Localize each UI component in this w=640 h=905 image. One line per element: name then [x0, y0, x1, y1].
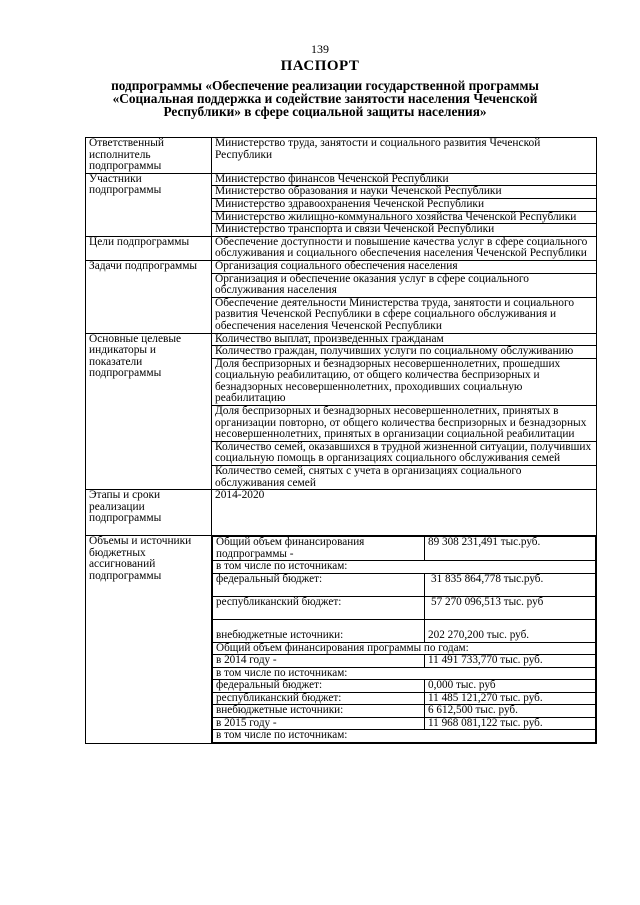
funding-row — [213, 642, 596, 655]
value-participant: Министерство здравоохранения Чеченской Республики — [212, 198, 597, 211]
funding-value: 57 270 096,513 тыс. руб — [425, 596, 596, 619]
label-responsible: Ответственный исполнитель подпрограммы — [86, 138, 212, 174]
funding-name: в 2014 году - — [213, 655, 425, 668]
funding-row — [213, 705, 596, 718]
funding-value: 0,000 тыс. руб — [425, 680, 596, 693]
label-tasks: Задачи подпрограммы — [86, 260, 212, 333]
funding-name: в том числе по источникам: — [213, 561, 596, 574]
funding-value: 202 270,200 тыс. руб. — [425, 619, 596, 642]
value-indicator: Количество граждан, получивших услуги по социальному обслуживанию — [212, 346, 597, 359]
funding-name: внебюджетные источники: — [213, 619, 425, 642]
funding-value: 11 491 733,770 тыс. руб. — [425, 655, 596, 668]
value-participant: Министерство финансов Чеченской Республики — [212, 173, 597, 186]
funding-name: в 2015 году - — [213, 717, 425, 730]
row-funding — [86, 536, 597, 744]
funding-row — [213, 692, 596, 705]
value-task: Организация социального обеспечения населения — [212, 260, 597, 273]
funding-value: 89 308 231,491 тыс.руб. — [425, 537, 596, 561]
label-indicators: Основные целевые индикаторы и показатели подпрограммы — [86, 333, 212, 490]
funding-row — [213, 655, 596, 668]
value-participant: Министерство образования и науки Чеченской Республики — [212, 186, 597, 199]
value-participant: Министерство транспорта и связи Чеченской Республики — [212, 224, 597, 237]
value-participant: Министерство жилищно-коммунального хозяйства Чеченской Республики — [212, 211, 597, 224]
funding-row — [213, 717, 596, 730]
funding-row — [213, 561, 596, 574]
value-task: Организация и обеспечение оказания услуг в сфере социального обслуживания населения — [212, 273, 597, 297]
subtitle-line: подпрограммы «Обеспечение реализации государственной программы — [111, 78, 539, 93]
subtitle-line: «Социальная поддержка и содействие занятости населения Чеченской — [112, 91, 538, 106]
funding-name: в том числе по источникам: — [213, 667, 596, 680]
funding-name: республиканский бюджет: — [213, 692, 425, 705]
funding-row — [213, 619, 596, 642]
value-stages: 2014-2020 — [212, 490, 597, 536]
funding-name: внебюджетные источники: — [213, 705, 425, 718]
funding-name: Общий объем финансирования программы по годам: — [213, 642, 596, 655]
value-goals: Обеспечение доступности и повышение качества услуг в сфере социального обслуживания и социального обеспечения населения Чеченской Республики — [212, 236, 597, 260]
funding-row — [213, 573, 596, 596]
funding-value: 31 835 864,778 тыс.руб. — [425, 573, 596, 596]
label-participants: Участники подпрограммы — [86, 173, 212, 236]
label-goals: Цели подпрограммы — [86, 236, 212, 260]
row-participant — [86, 173, 597, 186]
funding-name: федеральный бюджет: — [213, 573, 425, 596]
funding-name: республиканский бюджет: — [213, 596, 425, 619]
funding-name: в том числе по источникам: — [213, 730, 596, 743]
funding-row — [213, 667, 596, 680]
value-indicator: Доля беспризорных и безнадзорных несовершеннолетних, принятых в организации повторно, от общего количества беспризорных и безнадзорных несовершеннолетних, принятых в организации социальной реабилитации — [212, 406, 597, 442]
funding-row — [213, 596, 596, 619]
page-title: ПАСПОРТ — [280, 58, 360, 74]
value-indicator: Количество выплат, произведенных гражданам — [212, 333, 597, 346]
row-responsible — [86, 138, 597, 174]
value-task: Обеспечение деятельности Министерства труда, занятости и социального развития Чеченской Республики в сфере социального обслуживания и обеспечения населения Чеченской Республики — [212, 297, 597, 333]
value-indicator: Количество семей, оказавшихся в трудной жизненной ситуации, получивших социальную помощь в организациях социального обслуживания семей — [212, 441, 597, 465]
funding-value: 6 612,500 тыс. руб. — [425, 705, 596, 718]
label-funding: Объемы и источники бюджетных ассигнований подпрограммы — [86, 536, 212, 744]
funding-value: 11 968 081,122 тыс. руб. — [425, 717, 596, 730]
value-indicator: Количество семей, снятых с учета в организациях социального обслуживания семей — [212, 466, 597, 490]
label-stages: Этапы и сроки реализации подпрограммы — [86, 490, 212, 536]
passport-table — [85, 137, 597, 744]
funding-name: Общий объем финансирования подпрограммы - — [213, 537, 425, 561]
funding-row — [213, 730, 596, 743]
funding-row — [213, 680, 596, 693]
funding-value: 11 485 121,270 тыс. руб. — [425, 692, 596, 705]
value-responsible: Министерство труда, занятости и социального развития Чеченской Республики — [212, 138, 597, 174]
row-indicator — [86, 333, 597, 346]
funding-cell — [212, 536, 597, 744]
subtitle — [95, 79, 555, 118]
page-number: 139 — [311, 42, 329, 56]
funding-table — [212, 536, 596, 743]
value-indicator: Доля беспризорных и безнадзорных несовершеннолетних, прошедших социальную реабилитацию, от общего количества беспризорных и безнадзорных несовершеннолетних, проходивших социальную реабилитацию — [212, 358, 597, 405]
row-goals — [86, 236, 597, 260]
row-task — [86, 260, 597, 273]
row-stages — [86, 490, 597, 536]
funding-name: федеральный бюджет: — [213, 680, 425, 693]
subtitle-line: Республики» в сфере социальной защиты населения» — [163, 104, 487, 119]
funding-row — [213, 537, 596, 561]
